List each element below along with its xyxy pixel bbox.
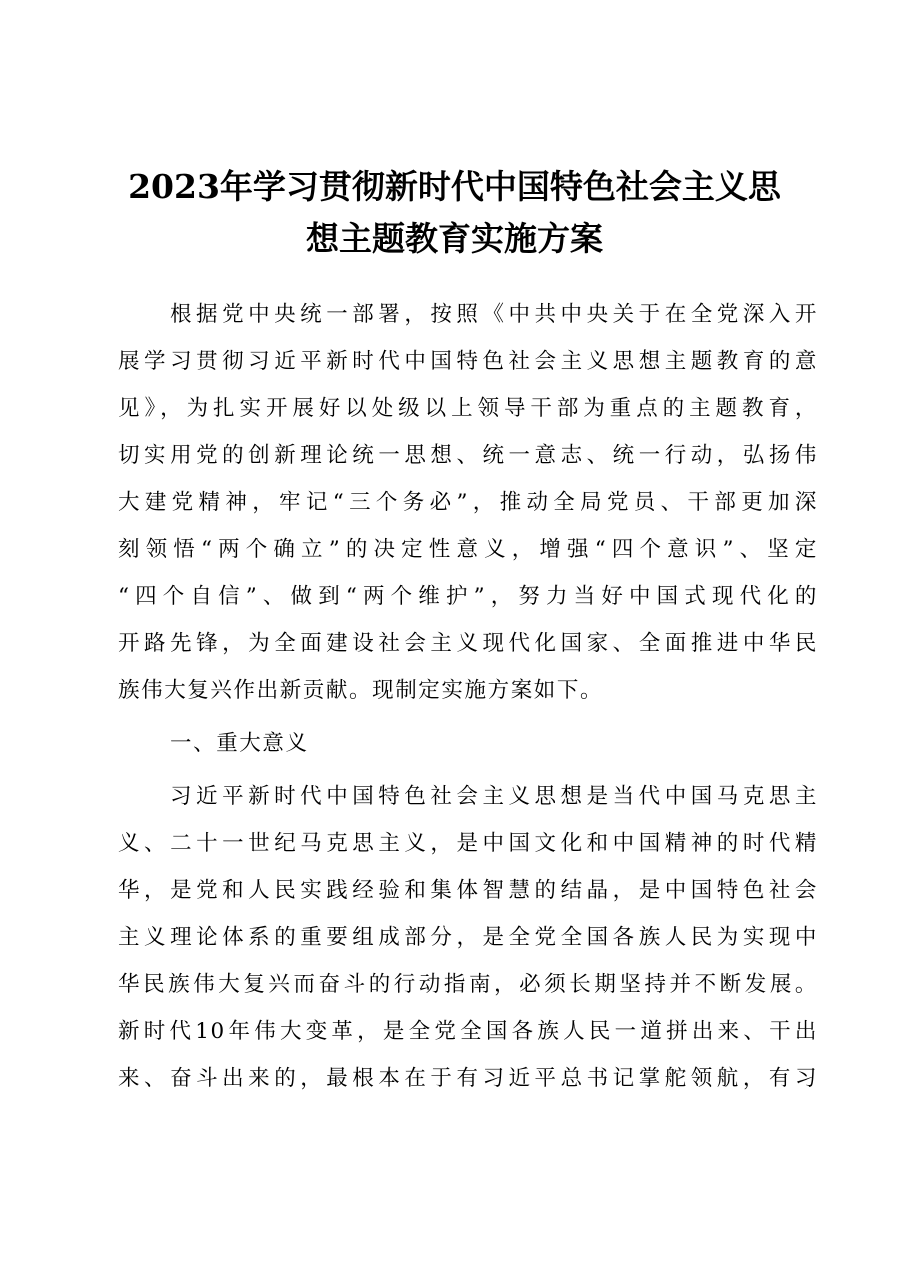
paragraph-line: “四个自信”、做到“两个维护”，努力当好中国式现代化的 <box>118 584 818 609</box>
paragraph-line: 华，是党和人民实践经验和集体智慧的结晶，是中国特色社会 <box>118 878 818 903</box>
section-heading: 一、重大意义 <box>170 731 309 756</box>
paragraph-line: 根据党中央统一部署，按照《中共中央关于在全党深入开 <box>170 302 818 327</box>
paragraph-line: 展学习贯彻习近平新时代中国特色社会主义思想主题教育的意 <box>118 349 818 374</box>
paragraph-line: 义、二十一世纪马克思主义，是中国文化和中国精神的时代精 <box>118 831 818 856</box>
paragraph-line: 华民族伟大复兴而奋斗的行动指南，必须长期坚持并不断发展。 <box>118 972 818 997</box>
paragraph-line: 新时代10年伟大变革，是全党全国各族人民一道拼出来、干出 <box>118 1019 818 1044</box>
document-title-line-1: 2023年学习贯彻新时代中国特色社会主义思 <box>128 167 781 206</box>
paragraph-line: 来、奋斗出来的，最根本在于有习近平总书记掌舵领航，有习 <box>118 1066 818 1091</box>
document-title-line-2: 想主题教育实施方案 <box>306 219 603 258</box>
paragraph-line: 大建党精神，牢记“三个务必”，推动全局党员、干部更加深 <box>118 490 818 515</box>
paragraph-line: 习近平新时代中国特色社会主义思想是当代中国马克思主 <box>170 784 818 809</box>
paragraph-line: 切实用党的创新理论统一思想、统一意志、统一行动，弘扬伟 <box>118 443 818 468</box>
paragraph-line: 族伟大复兴作出新贡献。现制定实施方案如下。 <box>118 678 604 703</box>
paragraph-line: 开路先锋，为全面建设社会主义现代化国家、全面推进中华民 <box>118 631 818 656</box>
paragraph-line: 刻领悟“两个确立”的决定性意义，增强“四个意识”、坚定 <box>118 537 818 562</box>
paragraph-line: 主义理论体系的重要组成部分，是全党全国各族人民为实现中 <box>118 925 818 950</box>
paragraph-line: 见》，为扎实开展好以处级以上领导干部为重点的主题教育， <box>118 396 818 421</box>
